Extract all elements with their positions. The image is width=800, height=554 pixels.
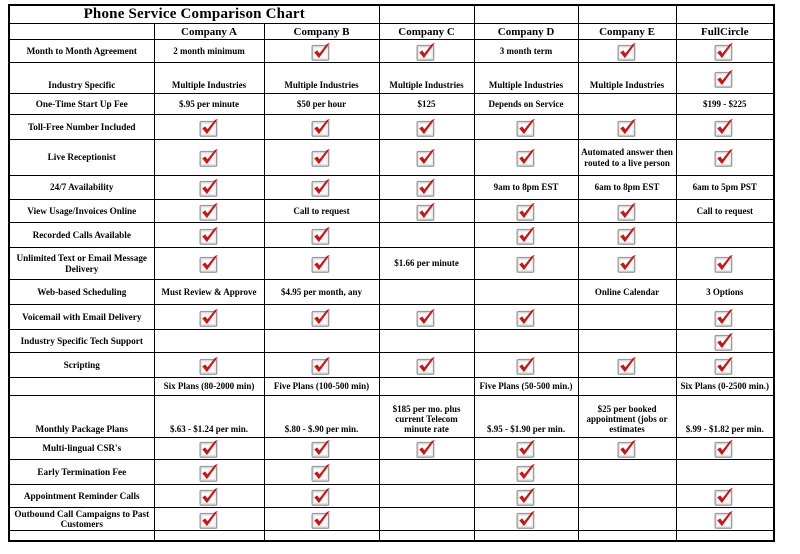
red-checkmark-icon <box>199 307 220 328</box>
row-label: Multi-lingual CSR's <box>9 438 154 460</box>
red-checkmark-icon <box>617 253 638 274</box>
value-cell: Six Plans (80-2000 min) <box>154 378 264 396</box>
red-checkmark-icon <box>199 462 220 483</box>
checkmark-cell <box>264 305 379 330</box>
checkmark-cell <box>154 508 264 531</box>
red-checkmark-icon <box>311 438 332 459</box>
empty-cell <box>474 531 578 541</box>
red-checkmark-icon <box>714 41 735 62</box>
column-header: Company B <box>264 24 379 40</box>
empty-cell <box>578 305 676 330</box>
red-checkmark-icon <box>199 147 220 168</box>
checkmark-cell <box>154 176 264 200</box>
checkmark-cell <box>264 353 379 378</box>
empty-cell <box>379 460 474 485</box>
checkmark-cell <box>379 40 474 63</box>
red-checkmark-icon <box>199 177 220 198</box>
row-label: Appointment Reminder Calls <box>9 485 154 508</box>
red-checkmark-icon <box>714 355 735 376</box>
empty-cell <box>154 531 264 541</box>
row-label: Unlimited Text or Email Message Delivery <box>9 248 154 280</box>
red-checkmark-icon <box>516 253 537 274</box>
table-row <box>9 330 774 353</box>
table-row <box>9 305 774 330</box>
empty-cell <box>578 508 676 531</box>
value-cell: Multiple Industries <box>264 63 379 94</box>
checkmark-cell <box>676 305 774 330</box>
value-cell: $199 - $225 <box>676 94 774 115</box>
red-checkmark-icon <box>516 462 537 483</box>
row-label: Voicemail with Email Delivery <box>9 305 154 330</box>
value-cell: $25 per booked appointment (jobs or estimates <box>578 396 676 438</box>
red-checkmark-icon <box>516 438 537 459</box>
value-cell: $.99 - $1.82 per min. <box>676 396 774 438</box>
checkmark-cell <box>379 176 474 200</box>
checkmark-cell <box>676 508 774 531</box>
checkmark-cell <box>264 40 379 63</box>
red-checkmark-icon <box>714 147 735 168</box>
red-checkmark-icon <box>617 41 638 62</box>
checkmark-cell <box>474 223 578 248</box>
empty-cell <box>379 508 474 531</box>
table-row <box>9 248 774 280</box>
value-cell: Depends on Service <box>474 94 578 115</box>
checkmark-cell <box>154 248 264 280</box>
red-checkmark-icon <box>416 307 437 328</box>
empty-cell <box>379 531 474 541</box>
value-cell: Multiple Industries <box>474 63 578 94</box>
checkmark-cell <box>154 305 264 330</box>
red-checkmark-icon <box>516 147 537 168</box>
checkmark-cell <box>264 248 379 280</box>
value-cell: 3 Options <box>676 280 774 305</box>
checkmark-cell <box>264 223 379 248</box>
checkmark-cell <box>474 305 578 330</box>
red-checkmark-icon <box>416 201 437 222</box>
table-row <box>9 460 774 485</box>
checkmark-cell <box>264 438 379 460</box>
comparison-table <box>8 4 775 542</box>
checkmark-cell <box>474 200 578 223</box>
checkmark-cell <box>154 353 264 378</box>
empty-cell <box>264 531 379 541</box>
empty-cell <box>578 330 676 353</box>
empty-cell <box>264 330 379 353</box>
empty-cell <box>379 280 474 305</box>
red-checkmark-icon <box>311 355 332 376</box>
checkmark-cell <box>578 115 676 140</box>
red-checkmark-icon <box>714 253 735 274</box>
red-checkmark-icon <box>516 307 537 328</box>
table-row <box>9 115 774 140</box>
empty-cell <box>379 5 474 24</box>
table-row <box>9 40 774 63</box>
value-cell: Five Plans (100-500 min) <box>264 378 379 396</box>
checkmark-cell <box>154 115 264 140</box>
checkmark-cell <box>676 115 774 140</box>
row-label: Early Termination Fee <box>9 460 154 485</box>
red-checkmark-icon <box>617 117 638 138</box>
checkmark-cell <box>578 353 676 378</box>
empty-cell <box>379 330 474 353</box>
red-checkmark-icon <box>714 68 735 89</box>
red-checkmark-icon <box>617 355 638 376</box>
value-cell: Automated answer then routed to a live person <box>578 140 676 176</box>
red-checkmark-icon <box>714 509 735 530</box>
checkmark-cell <box>676 330 774 353</box>
red-checkmark-icon <box>311 509 332 530</box>
table-row <box>9 396 774 438</box>
column-header: Company A <box>154 24 264 40</box>
checkmark-cell <box>379 115 474 140</box>
empty-cell <box>474 330 578 353</box>
empty-cell <box>578 485 676 508</box>
value-cell: 3 month term <box>474 40 578 63</box>
table-row <box>9 280 774 305</box>
red-checkmark-icon <box>199 201 220 222</box>
row-label: One-Time Start Up Fee <box>9 94 154 115</box>
table-row <box>9 485 774 508</box>
checkmark-cell <box>379 305 474 330</box>
red-checkmark-icon <box>311 177 332 198</box>
red-checkmark-icon <box>516 355 537 376</box>
row-label: Scripting <box>9 353 154 378</box>
red-checkmark-icon <box>199 486 220 507</box>
checkmark-cell <box>474 485 578 508</box>
row-label: Industry Specific <box>9 63 154 94</box>
row-label: Outbound Call Campaigns to Past Customers <box>9 508 154 531</box>
red-checkmark-icon <box>416 147 437 168</box>
value-cell: Multiple Industries <box>379 63 474 94</box>
empty-cell <box>379 485 474 508</box>
row-label: Industry Specific Tech Support <box>9 330 154 353</box>
checkmark-cell <box>379 353 474 378</box>
checkmark-cell <box>379 200 474 223</box>
empty-cell <box>578 5 676 24</box>
empty-cell <box>578 94 676 115</box>
checkmark-cell <box>676 40 774 63</box>
red-checkmark-icon <box>199 509 220 530</box>
value-cell: Call to request <box>264 200 379 223</box>
table-row <box>9 140 774 176</box>
value-cell: Call to request <box>676 200 774 223</box>
checkmark-cell <box>578 200 676 223</box>
value-cell: 6am to 8pm EST <box>578 176 676 200</box>
red-checkmark-icon <box>617 225 638 246</box>
red-checkmark-icon <box>311 225 332 246</box>
value-cell: 6am to 5pm PST <box>676 176 774 200</box>
checkmark-cell <box>379 140 474 176</box>
row-label: Live Receptionist <box>9 140 154 176</box>
checkmark-cell <box>264 140 379 176</box>
value-cell: $185 per mo. plus current Telecom minute rate <box>379 396 474 438</box>
red-checkmark-icon <box>199 355 220 376</box>
red-checkmark-icon <box>516 117 537 138</box>
checkmark-cell <box>379 438 474 460</box>
red-checkmark-icon <box>311 486 332 507</box>
checkmark-cell <box>264 460 379 485</box>
red-checkmark-icon <box>714 438 735 459</box>
red-checkmark-icon <box>516 509 537 530</box>
red-checkmark-icon <box>311 117 332 138</box>
empty-cell <box>676 223 774 248</box>
column-header: FullCircle <box>676 24 774 40</box>
red-checkmark-icon <box>311 253 332 274</box>
value-cell: $.63 - $1.24 per min. <box>154 396 264 438</box>
value-cell: $50 per hour <box>264 94 379 115</box>
red-checkmark-icon <box>199 253 220 274</box>
value-cell: $4.95 per month, any <box>264 280 379 305</box>
checkmark-cell <box>154 200 264 223</box>
empty-cell <box>676 531 774 541</box>
red-checkmark-icon <box>416 355 437 376</box>
red-checkmark-icon <box>617 201 638 222</box>
red-checkmark-icon <box>617 438 638 459</box>
empty-cell <box>474 280 578 305</box>
checkmark-cell <box>474 353 578 378</box>
checkmark-cell <box>676 485 774 508</box>
value-cell: 2 month minimum <box>154 40 264 63</box>
column-header: Company D <box>474 24 578 40</box>
column-header: Company E <box>578 24 676 40</box>
checkmark-cell <box>676 63 774 94</box>
value-cell: $1.66 per minute <box>379 248 474 280</box>
checkmark-cell <box>474 508 578 531</box>
empty-cell <box>379 223 474 248</box>
red-checkmark-icon <box>416 177 437 198</box>
row-label: Month to Month Agreement <box>9 40 154 63</box>
checkmark-cell <box>154 140 264 176</box>
empty-cell <box>474 5 578 24</box>
table-row <box>9 438 774 460</box>
table-row <box>9 63 774 94</box>
red-checkmark-icon <box>416 438 437 459</box>
red-checkmark-icon <box>416 41 437 62</box>
row-label: 24/7 Availability <box>9 176 154 200</box>
row-label: Recorded Calls Available <box>9 223 154 248</box>
checkmark-cell <box>264 508 379 531</box>
checkmark-cell <box>474 140 578 176</box>
red-checkmark-icon <box>311 307 332 328</box>
value-cell: Multiple Industries <box>154 63 264 94</box>
page-title: Phone Service Comparison Chart <box>9 5 379 24</box>
red-checkmark-icon <box>714 486 735 507</box>
checkmark-cell <box>578 438 676 460</box>
table-row <box>9 176 774 200</box>
value-cell: $.95 per minute <box>154 94 264 115</box>
column-header: Company C <box>379 24 474 40</box>
checkmark-cell <box>474 115 578 140</box>
checkmark-cell <box>264 115 379 140</box>
table-row <box>9 223 774 248</box>
empty-cell <box>676 460 774 485</box>
row-label: Toll-Free Number Included <box>9 115 154 140</box>
red-checkmark-icon <box>516 486 537 507</box>
value-cell: Six Plans (0-2500 min.) <box>676 378 774 396</box>
value-cell: Multiple Industries <box>578 63 676 94</box>
table-row <box>9 200 774 223</box>
row-label: Web-based Scheduling <box>9 280 154 305</box>
table-row <box>9 508 774 531</box>
red-checkmark-icon <box>714 331 735 352</box>
red-checkmark-icon <box>311 147 332 168</box>
checkmark-cell <box>154 438 264 460</box>
red-checkmark-icon <box>516 225 537 246</box>
red-checkmark-icon <box>714 117 735 138</box>
checkmark-cell <box>578 40 676 63</box>
value-cell: Must Review & Approve <box>154 280 264 305</box>
checkmark-cell <box>264 176 379 200</box>
empty-cell <box>9 378 154 396</box>
row-label: Monthly Package Plans <box>9 396 154 438</box>
row-label-header <box>9 24 154 40</box>
checkmark-cell <box>578 248 676 280</box>
checkmark-cell <box>474 438 578 460</box>
checkmark-cell <box>474 460 578 485</box>
row-label: View Usage/Invoices Online <box>9 200 154 223</box>
checkmark-cell <box>676 438 774 460</box>
checkmark-cell <box>676 248 774 280</box>
empty-cell <box>578 531 676 541</box>
checkmark-cell <box>578 223 676 248</box>
value-cell: $125 <box>379 94 474 115</box>
red-checkmark-icon <box>311 462 332 483</box>
value-cell: Online Calendar <box>578 280 676 305</box>
value-cell: $.80 - $.90 per min. <box>264 396 379 438</box>
empty-cell <box>379 378 474 396</box>
red-checkmark-icon <box>199 117 220 138</box>
table-row <box>9 94 774 115</box>
empty-cell <box>676 5 774 24</box>
column-header-row <box>9 24 774 40</box>
red-checkmark-icon <box>311 41 332 62</box>
red-checkmark-icon <box>714 307 735 328</box>
table-row <box>9 378 774 396</box>
value-cell: 9am to 8pm EST <box>474 176 578 200</box>
empty-cell <box>578 460 676 485</box>
checkmark-cell <box>676 140 774 176</box>
checkmark-cell <box>264 485 379 508</box>
checkmark-cell <box>154 485 264 508</box>
red-checkmark-icon <box>199 438 220 459</box>
title-row <box>9 5 774 24</box>
empty-cell <box>154 330 264 353</box>
table-row <box>9 531 774 541</box>
red-checkmark-icon <box>416 117 437 138</box>
checkmark-cell <box>154 223 264 248</box>
empty-cell <box>578 378 676 396</box>
checkmark-cell <box>676 353 774 378</box>
table-row <box>9 353 774 378</box>
value-cell: Five Plans (50-500 min.) <box>474 378 578 396</box>
empty-cell <box>9 531 154 541</box>
red-checkmark-icon <box>199 225 220 246</box>
checkmark-cell <box>474 248 578 280</box>
red-checkmark-icon <box>516 201 537 222</box>
checkmark-cell <box>154 460 264 485</box>
value-cell: $.95 - $1.90 per min. <box>474 396 578 438</box>
